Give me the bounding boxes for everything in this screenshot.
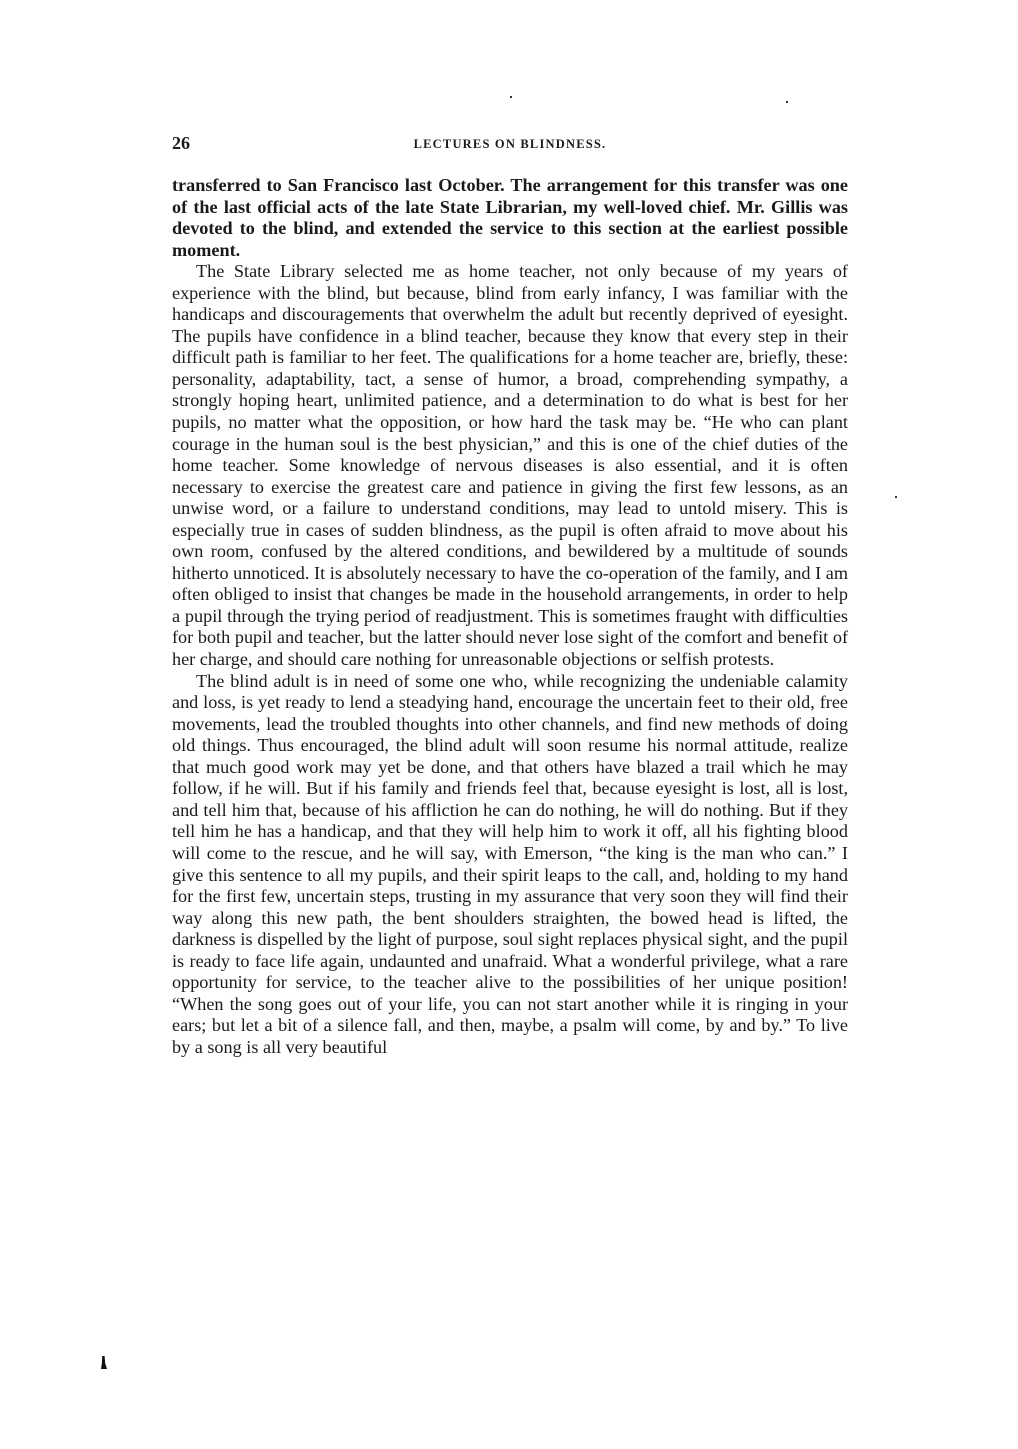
paragraph-1-text: transferred to San Francisco last October. The arrangement for this transfer was one of the last official acts of the late State Librarian, my well-loved chief. Mr. Gillis was devoted to the blind, and extended the service to this section at the earliest possible moment. <box>172 175 848 260</box>
paragraph-1 <box>172 175 848 261</box>
paragraph-3 <box>172 671 848 1059</box>
scan-speck <box>786 101 788 103</box>
scan-mark <box>101 1356 107 1369</box>
scan-speck <box>895 496 897 498</box>
page-number: 26 <box>172 133 190 153</box>
page-header <box>172 133 848 161</box>
running-head: LECTURES ON BLINDNESS. <box>413 137 607 151</box>
body-text <box>172 175 848 1058</box>
scan-speck <box>510 96 512 98</box>
paragraph-3-text: The blind adult is in need of some one who, while recognizing the undeniable calamity and loss, is yet ready to lend a steadying hand, encourage the uncertain feet to their old, free movements, lead the troubled thoughts into other channels, and find new methods of doing old things. Thus encouraged, the blind adult will soon resume his normal attitude, realize that much good work may yet be done, and that others have blazed a trail which he may follow, if he will. But if his family and friends feel that, because eyesight is lost, all is lost, and tell him that, because of his affliction he can do nothing, he will do nothing. But if they tell him he has a handicap, and that they will help him to work it off, all his fighting blood will come to the rescue, and he will say, with Emerson, “the king is the man who can.” I give this sentence to all my pupils, and their spirit leaps to the call, and, holding to my hand for the first few, uncertain steps, trusting in my assurance that very soon they will find their way along this new path, the bent shoulders straighten, the bowed head is lifted, the darkness is dispelled by the light of purpose, soul sight replaces physical sight, and the pupil is ready to face life again, undaunted and unafraid. What a wonderful privilege, what a rare opportunity for service, to the teacher alive to the possibilities of her unique position! “When the song goes out of your life, you can not start another while it is ringing in your ears; but let a bit of a silence fall, and then, maybe, a psalm will come, by and by.” To live by a song is all very beautiful <box>172 670 848 1057</box>
paragraph-2 <box>172 261 848 670</box>
paragraph-2-text: The State Library selected me as home teacher, not only because of my years of experience with the blind, but because, blind from early infancy, I was familiar with the handicaps and discouragements that overwhelm the adult but recently deprived of eyesight. The pupils have confidence in a blind teacher, because they know that every step in their difficult path is familiar to her feet. The qualifications for a home teacher are, briefly, these: personality, adaptability, tact, a sense of humor, a broad, comprehending sympathy, a strongly hoping heart, unlimited patience, and a determination to do what is best for her pupils, no matter what the opposition, or how hard the task may be. “He who can plant courage in the human soul is the best physician,” and this is one of the chief duties of the home teacher. Some knowledge of nervous diseases is also essential, and it is often necessary to exercise the greatest care and patience in giving the first few lessons, as an unwise word, or a failure to understand conditions, may lead to untold misery. This is especially true in cases of sudden blindness, as the pupil is often afraid to move about his own room, confused by the altered conditions, and bewildered by a multitude of sounds hitherto unnoticed. It is absolutely necessary to have the co-operation of the family, and I am often obliged to insist that changes be made in the household arrangements, in order to help a pupil through the trying period of readjustment. This is sometimes fraught with difficulties for both pupil and teacher, but the latter should never lose sight of the comfort and benefit of her charge, and should care nothing for unreasonable objections or selfish protests. <box>172 261 848 670</box>
